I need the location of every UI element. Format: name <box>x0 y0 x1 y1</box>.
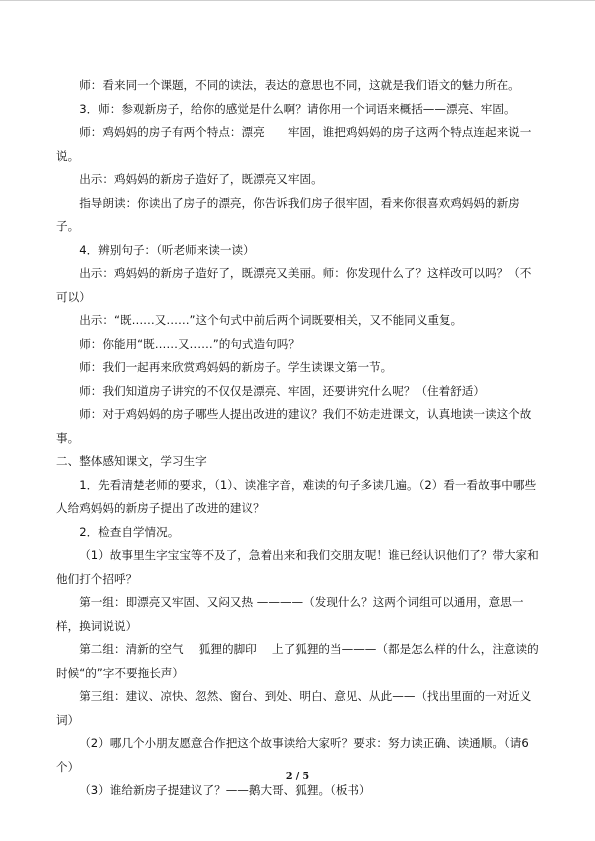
paragraph: 出示：鸡妈妈的新房子造好了，既漂亮又美丽。师：你发现什么了？这样改可以吗？（不可以） <box>56 266 532 304</box>
paragraph: 师：鸡妈妈的房子有两个特点：漂亮 牢固，谁把鸡妈妈的房子这两个特点连起来说一说。 <box>56 125 532 163</box>
page-number: 2 / 5 <box>285 771 310 782</box>
paragraph: 师：我们一起再来欣赏鸡妈妈的新房子。学生读课文第一节。 <box>79 360 393 374</box>
paragraph: 师：你能用“既……又……”的句式造句吗？ <box>79 336 300 351</box>
page-top-border <box>0 0 595 1</box>
document-page <box>56 74 540 803</box>
paragraph: 指导朗读：你读出了房子的漂亮，你告诉我们房子很牢固，看来你很喜欢鸡妈妈的新房子。 <box>56 195 520 233</box>
paragraph: 第三组：建议、凉快、忽然、窗台、到处、明白、意见、从此——（找出里面的一对近义词） <box>56 689 532 727</box>
paragraph: 师：看来同一个课题，不同的读法，表达的意思也不同，这就是我们语文的魅力所在。 <box>79 78 520 92</box>
paragraph: （2）哪几个小朋友愿意合作把这个故事读给大家听？要求：努力读正确、读通顺。（请6个） <box>56 736 529 774</box>
section-heading: 二、整体感知课文，学习生字 <box>56 454 207 468</box>
paragraph: 师：我们知道房子讲究的不仅仅是漂亮、牢固，还要讲究什么呢？（住着舒适） <box>79 383 485 398</box>
paragraph: 第二组：清新的空气 狐狸的脚印 上了狐狸的当———（都是怎么样的什么，注意读的时候“的”字不要拖长声） <box>56 642 539 680</box>
paragraph: 2．检查自学情况。 <box>79 524 180 539</box>
paragraph: 1．先看清楚老师的要求，（1）、读准字音，难读的句子多读几遍。（2）看一看故事中哪些人给鸡妈妈的新房子提出了改进的建议？ <box>56 477 537 515</box>
paragraph: 出示：“既……又……”这个句式中前后两个词既要相关，又不能同义重复。 <box>79 313 463 327</box>
paragraph: 出示：鸡妈妈的新房子造好了，既漂亮又牢固。 <box>79 172 323 186</box>
paragraph: 3．师：参观新房子，给你的感觉是什么啊？请你用一个词语来概括——漂亮、牢固。 <box>79 101 516 116</box>
paragraph: （3）谁给新房子提建议了？——鹅大哥、狐狸。（板书） <box>79 783 371 797</box>
paragraph: （1）故事里生字宝宝等不及了，急着出来和我们交朋友呢！谁已经认识他们了？带大家和他们打个招呼？ <box>56 548 539 586</box>
paragraph: 师：对于鸡妈妈的房子哪些人提出改进的建议？我们不妨走进课文，认真地读一读这个故事。 <box>56 407 532 445</box>
paragraph: 第一组：即漂亮又牢固、又闷又热 ————（发现什么？这两个词组可以通用，意思一样，换词说说） <box>56 595 524 633</box>
paragraph: 4．辨别句子：（听老师来读一读） <box>79 242 255 257</box>
